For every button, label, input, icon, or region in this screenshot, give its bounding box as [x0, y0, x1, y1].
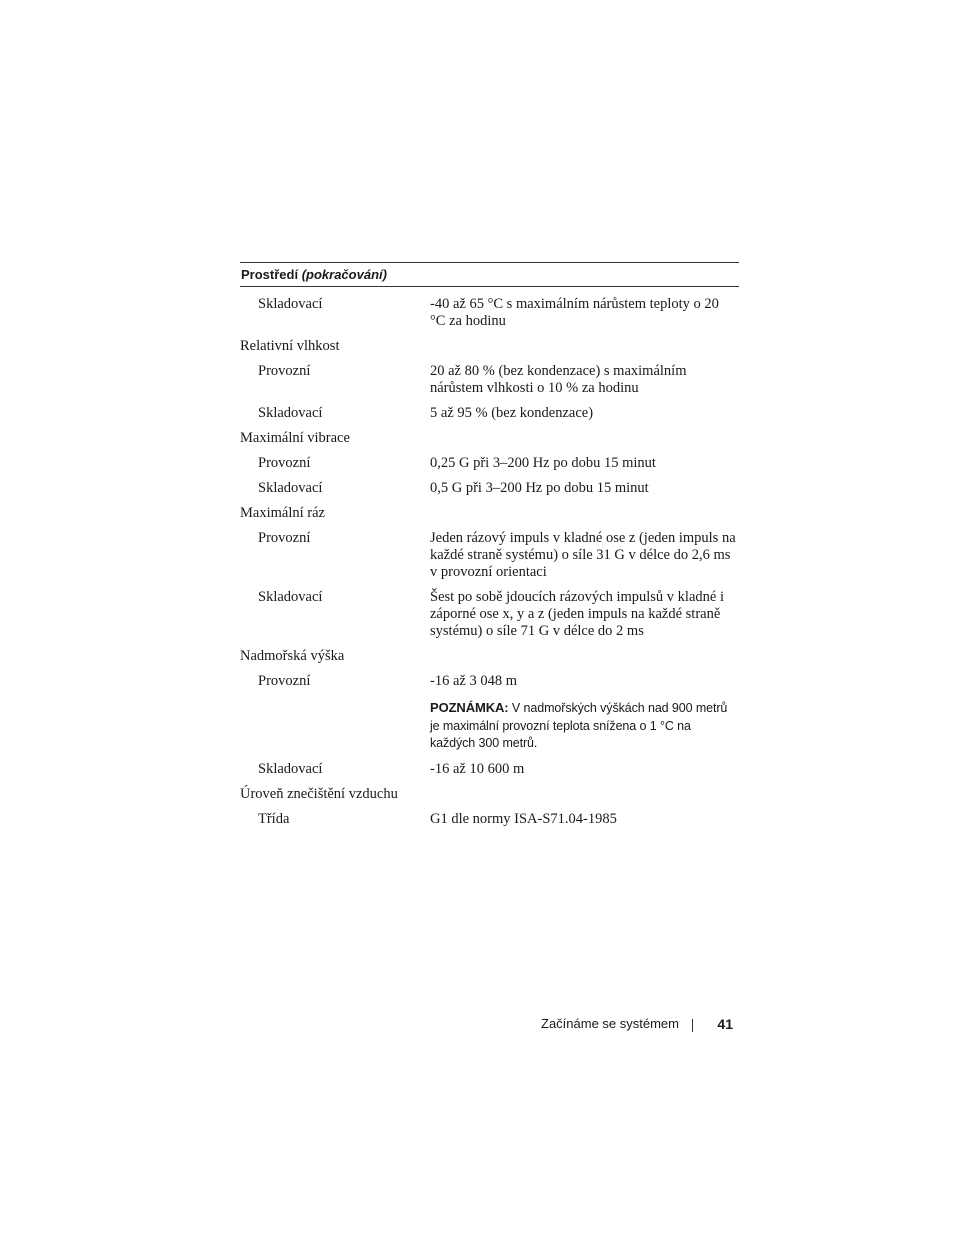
row-value: -40 až 65 °C s maximálním nárůstem teploty o 20 °C za hodinu	[430, 296, 719, 329]
row-value: 5 až 95 % (bez kondenzace)	[430, 405, 594, 421]
group-label: Úroveň znečištění vzduchu	[240, 785, 398, 802]
note-label: POZNÁMKA:	[430, 700, 509, 715]
footer-chapter-title: Začínáme se systémem	[541, 1016, 679, 1031]
row-label: Skladovací	[258, 405, 323, 421]
footer-divider	[692, 1019, 693, 1032]
table-row-group	[240, 430, 739, 447]
table-row-group	[240, 648, 739, 665]
page-number: 41	[717, 1016, 733, 1032]
row-value	[430, 786, 739, 803]
row-value: Jeden rázový impuls v kladné ose z (jeden impuls na každé straně systému) o síle 31 G v délce do 2,6 ms v provozní orientaci	[430, 530, 736, 580]
row-label: Provozní	[258, 673, 311, 689]
page-footer	[541, 1014, 739, 1034]
group-label: Maximální vibrace	[240, 430, 350, 446]
group-label: Maximální ráz	[240, 505, 325, 521]
row-value: G1 dle normy ISA-S71.04-1985	[430, 810, 617, 827]
row-label: Skladovací	[258, 296, 323, 312]
table-header-title: Prostředí	[241, 267, 299, 282]
table-row	[240, 296, 739, 330]
table-header-continued: (pokračování)	[301, 267, 387, 282]
row-label: Skladovací	[258, 480, 323, 496]
row-label: Skladovací	[258, 760, 323, 777]
table-row	[240, 530, 739, 581]
row-value	[430, 430, 739, 447]
row-value: 20 až 80 % (bez kondenzace) s maximálním nárůstem vlhkosti o 10 % za hodinu	[430, 363, 687, 396]
row-value: -16 až 10 600 m	[430, 760, 525, 777]
row-value-with-note	[430, 673, 739, 753]
table-header	[240, 262, 739, 287]
row-value: Šest po sobě jdoucích rázových impulsů v kladné i záporné ose x, y a z (jeden impuls na každé straně systému) o síle 71 G v délce do 2 ms	[430, 589, 724, 639]
table-row-group	[240, 505, 739, 522]
table-row	[240, 589, 739, 640]
table-row	[240, 761, 739, 778]
note-box	[430, 699, 737, 753]
table-row-group	[240, 338, 739, 355]
group-label: Relativní vlhkost	[240, 338, 340, 354]
table-rows	[240, 296, 739, 828]
table-row	[240, 363, 739, 397]
row-label: Třída	[258, 810, 290, 827]
table-row	[240, 455, 739, 472]
row-label: Skladovací	[258, 589, 323, 605]
row-value	[430, 338, 739, 355]
group-label: Nadmořská výška	[240, 648, 345, 664]
environment-spec-table	[240, 262, 739, 828]
row-value	[430, 648, 739, 665]
row-label: Provozní	[258, 363, 311, 379]
row-value: -16 až 3 048 m	[430, 673, 517, 689]
table-row-group	[240, 786, 739, 803]
table-row	[240, 480, 739, 497]
table-row	[240, 405, 739, 422]
table-row	[240, 811, 739, 828]
row-value: 0,25 G při 3–200 Hz po dobu 15 minut	[430, 455, 656, 471]
row-label: Provozní	[258, 455, 311, 471]
row-value: 0,5 G při 3–200 Hz po dobu 15 minut	[430, 480, 649, 496]
row-value	[430, 505, 739, 522]
row-label: Provozní	[258, 530, 311, 546]
table-row	[240, 673, 739, 753]
note-text: V nadmořských výškách nad 900 metrů je maximální provozní teplota snížena o 1 °C na každých 300 metrů.	[430, 701, 728, 750]
